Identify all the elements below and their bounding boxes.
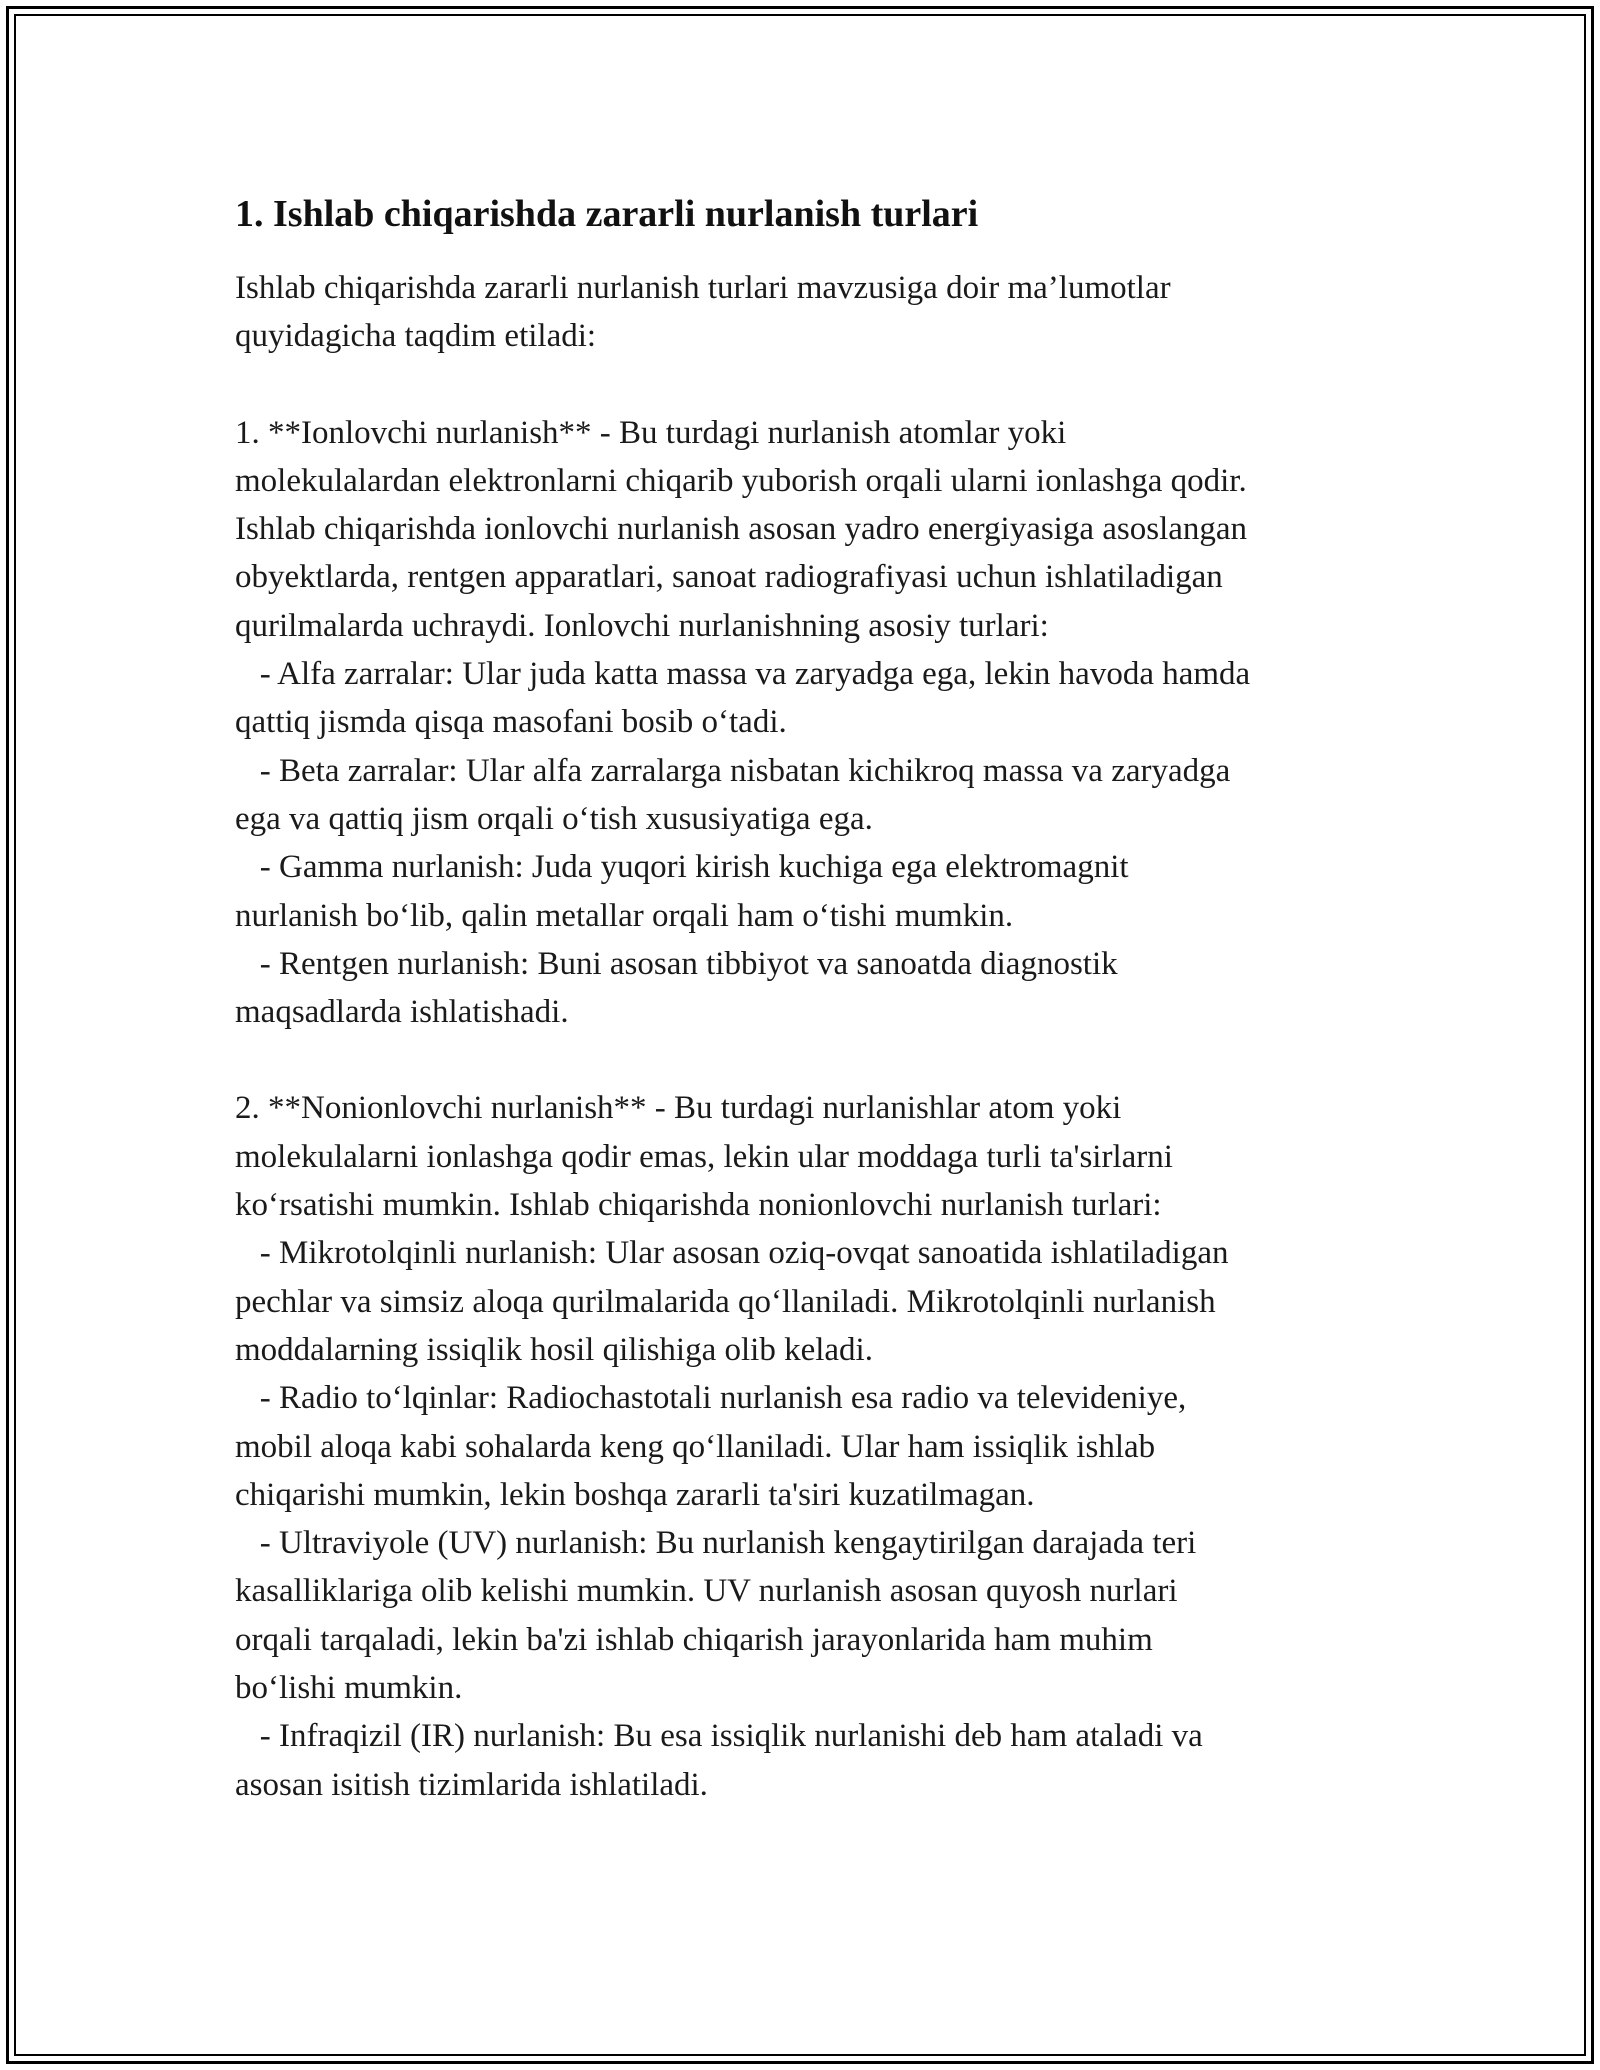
section-line: ega va qattiq jism orqali o‘tish xususiyatiga ega. bbox=[235, 800, 873, 837]
section-line: qattiq jismda qisqa masofani bosib o‘tadi. bbox=[235, 704, 787, 741]
section-line: obyektlarda, rentgen apparatlari, sanoat radiografiyasi uchun ishlatiladigan bbox=[235, 559, 1223, 596]
list-item-alpha: - Alfa zarralar: Ular juda katta massa va zaryadga ega, lekin havoda hamda bbox=[235, 656, 1251, 693]
section-line: maqsadlarda ishlatishadi. bbox=[235, 994, 569, 1031]
intro-paragraph bbox=[235, 264, 1415, 361]
section-line: 1. **Ionlovchi nurlanish** - Bu turdagi nurlanish atomlar yoki bbox=[235, 414, 1067, 451]
intro-line: quyidagicha taqdim etiladi: bbox=[235, 318, 597, 355]
section-ionizing bbox=[235, 409, 1415, 1037]
section-line: moddalarning issiqlik hosil qilishiga olib keladi. bbox=[235, 1331, 873, 1368]
section-line: molekulalarni ionlashga qodir emas, lekin ular moddaga turli ta'sirlarni bbox=[235, 1138, 1173, 1175]
list-item-uv: - Ultraviyole (UV) nurlanish: Bu nurlanish kengaytirilgan darajada teri bbox=[235, 1525, 1197, 1562]
section-line: orqali tarqaladi, lekin ba'zi ishlab chiqarish jarayonlarida ham muhim bbox=[235, 1621, 1153, 1658]
section-line: nurlanish bo‘lib, qalin metallar orqali ham o‘tishi mumkin. bbox=[235, 897, 1014, 934]
page-title: 1. Ishlab chiqarishda zararli nurlanish turlari bbox=[235, 193, 979, 235]
section-line: bo‘lishi mumkin. bbox=[235, 1670, 463, 1707]
document-body bbox=[235, 188, 1415, 1857]
section-line: kasalliklariga olib kelishi mumkin. UV nurlanish asosan quyosh nurlari bbox=[235, 1573, 1178, 1610]
section-line: Ishlab chiqarishda ionlovchi nurlanish asosan yadro energiyasiga asoslangan bbox=[235, 511, 1248, 548]
section-line: 2. **Nonionlovchi nurlanish** - Bu turdagi nurlanishlar atom yoki bbox=[235, 1090, 1122, 1127]
section-line: molekulalardan elektronlarni chiqarib yuborish orqali ularni ionlashga qodir. bbox=[235, 462, 1247, 499]
section-line: asosan isitish tizimlarida ishlatiladi. bbox=[235, 1766, 708, 1803]
list-item-beta: - Beta zarralar: Ular alfa zarralarga nisbatan kichikroq massa va zaryadga bbox=[235, 752, 1231, 789]
list-item-gamma: - Gamma nurlanish: Juda yuqori kirish kuchiga ega elektromagnit bbox=[235, 849, 1129, 886]
section-line: mobil aloqa kabi sohalarda keng qo‘llaniladi. Ular ham issiqlik ishlab bbox=[235, 1428, 1156, 1465]
section-line: qurilmalarda uchraydi. Ionlovchi nurlanishning asosiy turlari: bbox=[235, 607, 1049, 644]
section-nonionizing bbox=[235, 1084, 1415, 1808]
section-line: chiqarishi mumkin, lekin boshqa zararli ta'siri kuzatilmagan. bbox=[235, 1476, 1035, 1513]
section-line: ko‘rsatishi mumkin. Ishlab chiqarishda nonionlovchi nurlanish turlari: bbox=[235, 1187, 1162, 1224]
list-item-microwave: - Mikrotolqinli nurlanish: Ular asosan oziq-ovqat sanoatida ishlatiladigan bbox=[235, 1235, 1229, 1272]
section-line: pechlar va simsiz aloqa qurilmalarida qo‘llaniladi. Mikrotolqinli nurlanish bbox=[235, 1283, 1216, 1320]
list-item-radio: - Radio to‘lqinlar: Radiochastotali nurlanish esa radio va televideniye, bbox=[235, 1380, 1187, 1417]
list-item-xray: - Rentgen nurlanish: Buni asosan tibbiyot va sanoatda diagnostik bbox=[235, 945, 1118, 982]
list-item-infrared: - Infraqizil (IR) nurlanish: Bu esa issiqlik nurlanishi deb ham ataladi va bbox=[235, 1718, 1203, 1755]
intro-line: Ishlab chiqarishda zararli nurlanish turlari mavzusiga doir ma’lumotlar bbox=[235, 270, 1171, 306]
